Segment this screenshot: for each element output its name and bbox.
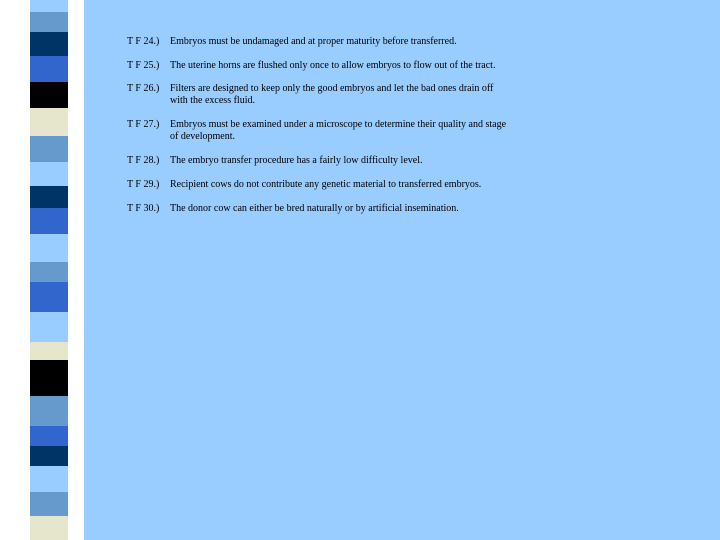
question-text: Filters are designed to keep only the good embryos and let the bad ones drain off with the excess fluid. bbox=[170, 83, 494, 106]
stripe-band bbox=[30, 32, 68, 56]
question-text: Embryos must be undamaged and at proper maturity before transferred. bbox=[170, 36, 457, 47]
stripe-band bbox=[30, 12, 68, 32]
stripe-band bbox=[30, 466, 68, 492]
true-false-number: T F 27.) bbox=[127, 119, 160, 130]
question-text: The donor cow can either be bred naturally or by artificial insemination. bbox=[170, 203, 459, 214]
stripe-band bbox=[30, 82, 68, 108]
stripe-band bbox=[30, 136, 68, 162]
stripe-band bbox=[30, 446, 68, 466]
question-text: Embryos must be examined under a microscope to determine their quality and stage of development. bbox=[170, 119, 507, 142]
stripe-band bbox=[30, 56, 68, 82]
slide-background bbox=[84, 0, 720, 540]
stripe-band bbox=[30, 342, 68, 360]
stripe-band bbox=[30, 516, 68, 540]
decorative-stripe bbox=[0, 0, 84, 540]
stripe-band bbox=[30, 396, 68, 426]
question-text: The uterine horns are flushed only once to allow embryos to flow out of the tract. bbox=[170, 60, 496, 71]
true-false-number: T F 24.) bbox=[127, 36, 160, 47]
stripe-band bbox=[30, 162, 68, 186]
stripe-band bbox=[30, 108, 68, 136]
true-false-number: T F 26.) bbox=[127, 83, 160, 94]
question-text: The embryo transfer procedure has a fairly low difficulty level. bbox=[170, 155, 423, 166]
question-text: Recipient cows do not contribute any genetic material to transferred embryos. bbox=[170, 179, 482, 190]
true-false-number: T F 29.) bbox=[127, 179, 160, 190]
stripe-band bbox=[30, 360, 68, 396]
stripe-band bbox=[30, 234, 68, 262]
stripe-band bbox=[30, 262, 68, 282]
stripe-band bbox=[30, 312, 68, 342]
true-false-number: T F 25.) bbox=[127, 60, 160, 71]
stripe-band bbox=[30, 186, 68, 208]
stripe-band bbox=[30, 426, 68, 446]
stripe-band bbox=[30, 492, 68, 516]
stripe-band bbox=[30, 0, 68, 12]
true-false-number: T F 28.) bbox=[127, 155, 160, 166]
stripe-band bbox=[30, 208, 68, 234]
true-false-number: T F 30.) bbox=[127, 203, 160, 214]
stripe-band bbox=[30, 282, 68, 312]
